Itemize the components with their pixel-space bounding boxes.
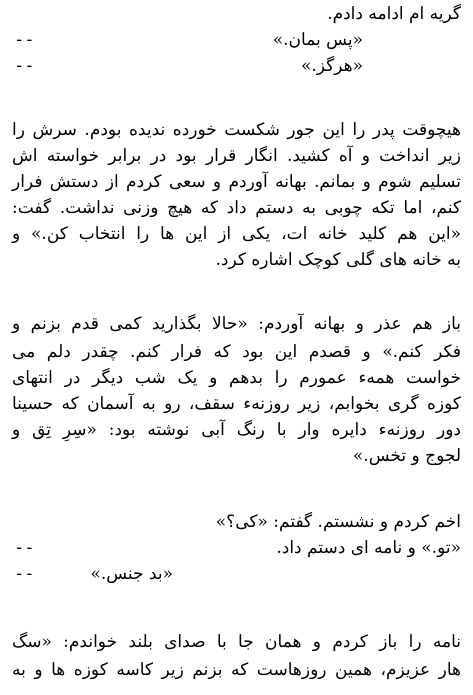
- dialogue-dash-2: --: [14, 56, 35, 76]
- dialogue-dash-4: --: [14, 564, 35, 584]
- text-line-14: دور روزنهء دایره وار با رنگ آبی نوشته بود: «سِرِ تِق و: [12, 420, 461, 440]
- dialogue-dash-1: --: [14, 30, 35, 50]
- text-line-10: باز هم عذر و بهانه آوردم: «حالا بگذارید کمی قدم بزنم و: [12, 314, 461, 334]
- dialogue-line-2: «هرگز.»: [300, 56, 363, 76]
- text-line-16: اخم کردم و نشستم. گفتم: «کی؟»: [215, 512, 461, 532]
- text-line-13: کوزه گری بخوابم، زیر روزنهء سقف، رو به آسمان که حسینا: [12, 394, 461, 414]
- text-line-15: لجوج و تخس.»: [352, 446, 461, 466]
- dialogue-line-1: «پس بمان.»: [272, 30, 363, 50]
- text-line-7: کنم، اما تکه چوبی به دستم داد که هیچ وزنی نداشت. گفت:: [12, 198, 461, 218]
- text-line-6: تسلیم شوم و بمانم. بهانه آوردم و سعی کردم از دستش فرار: [12, 172, 461, 192]
- text-line-9: به خانه های گلی کوچک اشاره کرد.: [215, 250, 461, 270]
- text-line-19: نامه را باز کردم و همان جا با صدای بلند خواندم: «سگ: [12, 632, 461, 652]
- dialogue-line-4: «بد جنس.»: [90, 564, 173, 584]
- text-line-20: هار عزیزم، همین روزهاست که بزنم زیر کاسه کوزه ها و به: [12, 660, 461, 680]
- dialogue-line-3: «تو.» و نامه ای دستم داد.: [276, 538, 461, 558]
- text-line-1: گریه ام ادامه دادم.: [327, 4, 461, 24]
- text-line-4: هیچوقت پدر را این جور شکست خورده ندیده بودم. سرش را: [12, 120, 461, 140]
- text-line-12: خواست همهء عمورم را بدهم و یک شب دیگر در انتهای: [12, 368, 461, 388]
- text-line-5: زیر انداخت و آه کشید. انگار قرار بود در برابر خواسته اش: [12, 146, 461, 166]
- text-line-11: فکر کنم.» و قصدم این بود که فرار کنم. چقدر دلم می: [12, 342, 461, 362]
- text-line-8: «این هم کلید خانه ات، یکی از این ها را انتخاب کن.» و: [12, 224, 461, 244]
- dialogue-dash-3: --: [14, 538, 35, 558]
